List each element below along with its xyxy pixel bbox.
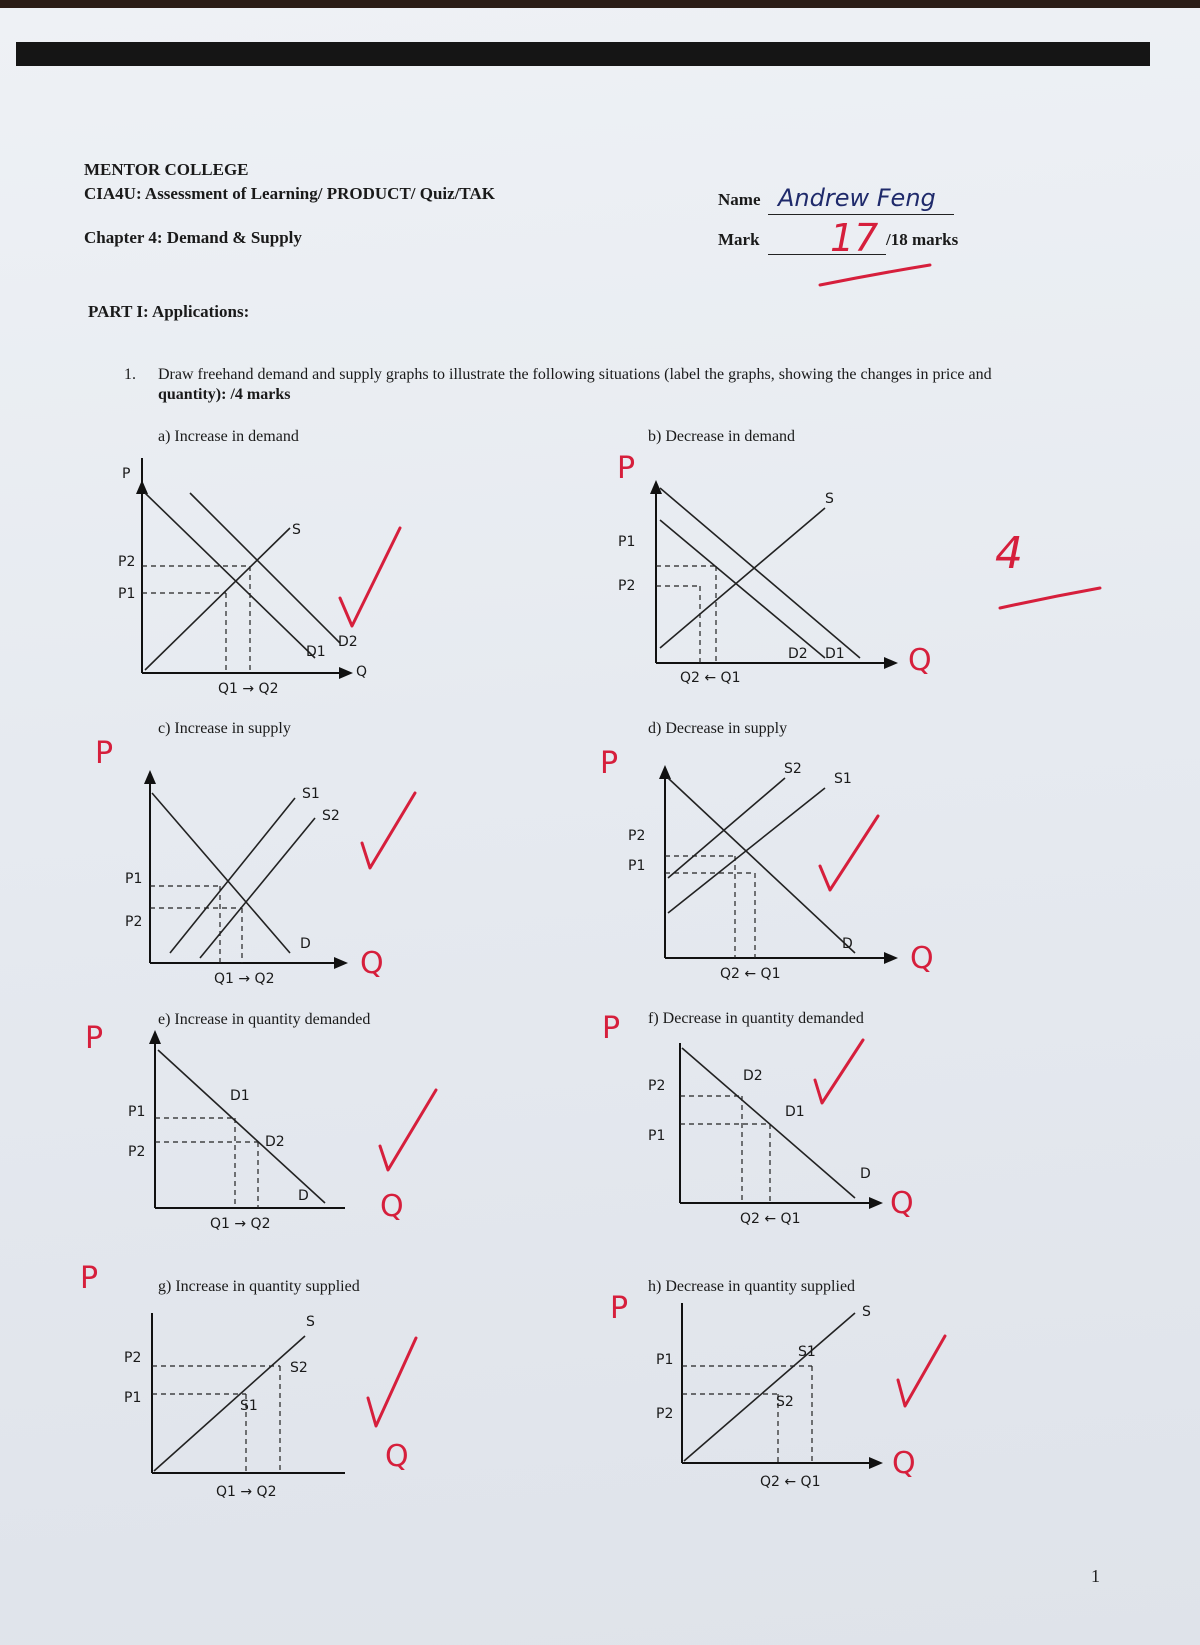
mark-label: Mark: [718, 230, 760, 249]
graph-h-price-axis: P: [610, 1291, 629, 1326]
graph-c-s2: S2: [322, 808, 340, 824]
graph-b-d2: D2: [788, 646, 808, 662]
graph-d-s1: S1: [834, 771, 852, 787]
graph-f-d: D: [860, 1166, 871, 1182]
graph-c: [90, 736, 430, 993]
graph-d-check: [820, 816, 878, 890]
graph-e-check: [380, 1090, 436, 1170]
graph-d-d: D: [842, 936, 853, 952]
graph-b-d1: D1: [825, 646, 845, 662]
graph-h-s2: S2: [776, 1394, 794, 1410]
graph-d: [600, 746, 960, 983]
graph-e-price-axis: P: [85, 1021, 104, 1056]
graph-h-q-axis: Q: [892, 1446, 916, 1481]
graph-e-d2: D2: [265, 1134, 285, 1150]
question-marks: quantity): /4 marks: [158, 386, 291, 403]
graph-h-s: S: [862, 1304, 871, 1320]
graph-e-q-change: Q1 → Q2: [210, 1216, 271, 1232]
question-text: Draw freehand demand and supply graphs to illustrate the following situations (label the graphs, showing the changes in price and: [158, 366, 992, 383]
graph-d-s2: S2: [784, 761, 802, 777]
graph-h-q-change: Q2 ← Q1: [760, 1474, 821, 1490]
part-title: PART I: Applications:: [88, 302, 250, 321]
mark-total: /18 marks: [886, 230, 959, 249]
graph-a-p1: P1: [118, 586, 136, 602]
graph-d-q-axis: Q: [910, 941, 934, 976]
graph-a-d2: D2: [338, 634, 358, 650]
page-number: 1: [1091, 1566, 1100, 1586]
graph-b-q-axis: Q: [908, 643, 932, 678]
graph-b-p2: P2: [618, 578, 636, 594]
question-number: 1.: [124, 366, 136, 383]
section-score-underline: [995, 583, 1105, 613]
worksheet-page: [0, 8, 1200, 1645]
graph-f-caption: f) Decrease in quantity demanded: [648, 1010, 864, 1027]
graph-b-caption: b) Decrease in demand: [648, 428, 796, 445]
graph-c-check: [362, 793, 415, 868]
graph-h-s1: S1: [798, 1344, 816, 1360]
graph-b-s: S: [825, 491, 834, 507]
graph-a-p2: P2: [118, 554, 136, 570]
graph-h-p1: P1: [656, 1352, 674, 1368]
graph-e-d: D: [298, 1188, 309, 1204]
graph-b-p1: P1: [618, 534, 636, 550]
graph-a: [100, 458, 400, 703]
graph-g-check: [368, 1338, 416, 1426]
graph-d-p2: P2: [628, 828, 646, 844]
graph-b-price-axis: P: [617, 451, 636, 486]
graph-b: [617, 451, 960, 693]
graph-a-check: [340, 528, 400, 626]
graph-f-check: [815, 1040, 863, 1103]
graph-c-q-axis: Q: [360, 946, 384, 981]
graph-f-p1: P1: [648, 1128, 666, 1144]
graph-g-q-axis: Q: [385, 1439, 409, 1474]
graph-g-price-axis: P: [80, 1261, 99, 1296]
graph-f-p2: P2: [648, 1078, 666, 1094]
graph-f-price-axis: P: [602, 1011, 621, 1046]
graph-g-p1: P1: [124, 1390, 142, 1406]
course-title: CIA4U: Assessment of Learning/ PRODUCT/ Quiz/TAK: [84, 184, 495, 203]
graph-h-caption: h) Decrease in quantity supplied: [648, 1278, 856, 1295]
graph-g-p2: P2: [124, 1350, 142, 1366]
graph-a-price-axis: P: [122, 466, 131, 482]
graph-h: [600, 1291, 960, 1503]
name-line: [768, 214, 954, 215]
school-name: MENTOR COLLEGE: [84, 160, 249, 179]
graph-c-p2: P2: [125, 914, 143, 930]
graph-f-d2: D2: [743, 1068, 763, 1084]
graph-e-p2: P2: [128, 1144, 146, 1160]
graph-b-q-change: Q2 ← Q1: [680, 670, 741, 686]
graph-c-d: D: [300, 936, 311, 952]
graph-h-check: [898, 1336, 945, 1406]
mark-score: 17: [830, 216, 879, 260]
graph-e-q-axis: Q: [380, 1189, 404, 1224]
graph-e-caption: e) Increase in quantity demanded: [158, 1011, 371, 1028]
graph-h-p2: P2: [656, 1406, 674, 1422]
chapter-title: Chapter 4: Demand & Supply: [84, 228, 302, 247]
graph-c-price-axis: P: [95, 736, 114, 771]
graph-a-d1: D1: [306, 644, 326, 660]
graph-a-q-change: Q1 → Q2: [218, 681, 279, 697]
graph-c-q-change: Q1 → Q2: [214, 971, 275, 987]
graph-g-s2: S2: [290, 1360, 308, 1376]
graph-c-caption: c) Increase in supply: [158, 720, 291, 737]
graph-d-caption: d) Decrease in supply: [648, 720, 788, 737]
section-score: 4: [995, 528, 1023, 579]
graph-g-q-change: Q1 → Q2: [216, 1484, 277, 1500]
graph-g-s1: S1: [240, 1398, 258, 1414]
graph-a-caption: a) Increase in demand: [158, 428, 299, 445]
graph-g-caption: g) Increase in quantity supplied: [158, 1278, 360, 1295]
graph-g-s: S: [306, 1314, 315, 1330]
student-name: Andrew Feng: [778, 184, 936, 212]
graph-d-p1: P1: [628, 858, 646, 874]
graph-a-q-axis: Q: [356, 664, 368, 680]
graph-e-d1: D1: [230, 1088, 250, 1104]
graph-d-q-change: Q2 ← Q1: [720, 966, 781, 982]
graph-f-q-axis: Q: [890, 1186, 914, 1221]
graph-f-d1: D1: [785, 1104, 805, 1120]
top-binding-bar: [16, 42, 1150, 66]
graph-f-q-change: Q2 ← Q1: [740, 1211, 801, 1227]
graph-c-p1: P1: [125, 871, 143, 887]
graph-e: [80, 1021, 440, 1253]
graph-c-s1: S1: [302, 786, 320, 802]
mark-underline: [815, 260, 935, 290]
name-label: Name: [718, 190, 761, 209]
graph-e-p1: P1: [128, 1104, 146, 1120]
graph-a-s: S: [292, 522, 301, 538]
graph-d-price-axis: P: [600, 746, 619, 781]
